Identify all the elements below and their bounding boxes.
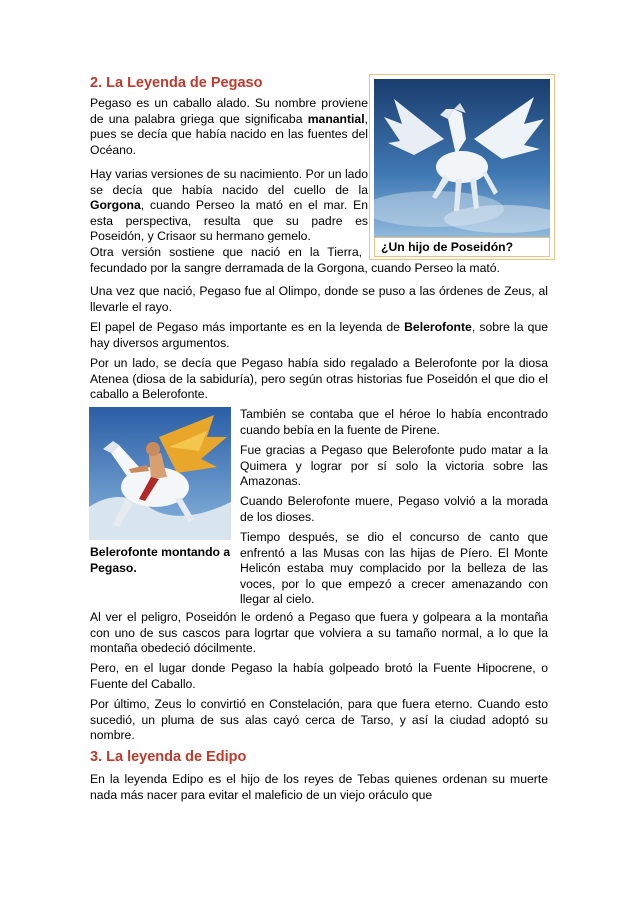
paragraph: En la leyenda Edipo es el hijo de los reyes de Tebas quienes ordenan su muerte nada más nacer para evitar el maleficio de un viejo oráculo que [90, 772, 548, 802]
paragraph: Por un lado, se decía que Pegaso había sido regalado a Belerofonte por la diosa Atenea (diosa de la sabiduría), pero según otras historias fue Poseidón el que dio el caballo a Belerofonte. [90, 356, 548, 402]
paragraph: Pegaso es un caballo alado. Su nombre proviene de una palabra griega que significaba manantial, pues se decía que había nacido en las fuentes del Océano. [90, 96, 368, 157]
paragraph: Una vez que nació, Pegaso fue al Olimpo, donde se puso a las órdenes de Zeus, al llevarle el rayo. [90, 284, 548, 314]
paragraph: Otra versión sostiene que nació en la Tierra, fecundado por la sangre derramada de la Gorgona, cuando Perseo la mató. [90, 245, 500, 275]
section-heading-pegaso: 2. La Leyenda de Pegaso [90, 75, 263, 91]
paragraph: Hay varias versiones de su nacimiento. Por un lado se decía que había nacido del cuello de la Gorgona, cuando Perseo la mató en el mar. En esta perspectiva, resulta que su padre es Poseidón, y Crisaor su hermano gemelo. [90, 167, 368, 244]
paragraph: Fue gracias a Pegaso que Belerofonte pudo matar a la Quimera y lograr por sí solo la victoria sobre las Amazonas. [240, 443, 548, 489]
figure-caption: ¿Un hijo de Poseidón? [374, 237, 550, 257]
paragraph: También se contaba que el héroe lo había encontrado cuando bebía en la fuente de Pirene. [240, 407, 548, 437]
paragraph: Tiempo después, se dio el concurso de canto que enfrentó a las Musas con las hijas de Píero. El Monte Helicón estaba muy complacido por la belleza de las voces, por lo que empezó a crecer amenazando con llegar al cielo. [240, 530, 548, 607]
paragraph: Al ver el peligro, Poseidón le ordenó a Pegaso que fuera y golpeara a la montaña con uno de sus cascos para logrtar que volviera a su tamaño normal, a lo que la montaña obedeció dócilmente. [90, 610, 548, 656]
bellerophon-image [89, 407, 231, 540]
section-heading-edipo: 3. La leyenda de Edipo [90, 749, 247, 765]
pegasus-image [374, 79, 550, 237]
pegasus-figure [369, 74, 555, 260]
paragraph: El papel de Pegaso más importante es en la leyenda de Belerofonte, sobre la que hay diversos argumentos. [90, 320, 549, 350]
paragraph: Pero, en el lugar donde Pegaso la había golpeado brotó la Fuente Hipocrene, o Fuente del Caballo. [90, 661, 548, 691]
paragraph: Por último, Zeus lo convirtió en Constelación, para que fuera eterno. Cuando esto sucedió, un pluma de sus alas cayó cerca de Tarso, y así la ciudad adoptó su nombre. [90, 697, 548, 743]
figure-caption: Belerofonte montando a Pegaso. [90, 545, 231, 575]
paragraph: Cuando Belerofonte muere, Pegaso volvió a la morada de los dioses. [240, 494, 548, 524]
